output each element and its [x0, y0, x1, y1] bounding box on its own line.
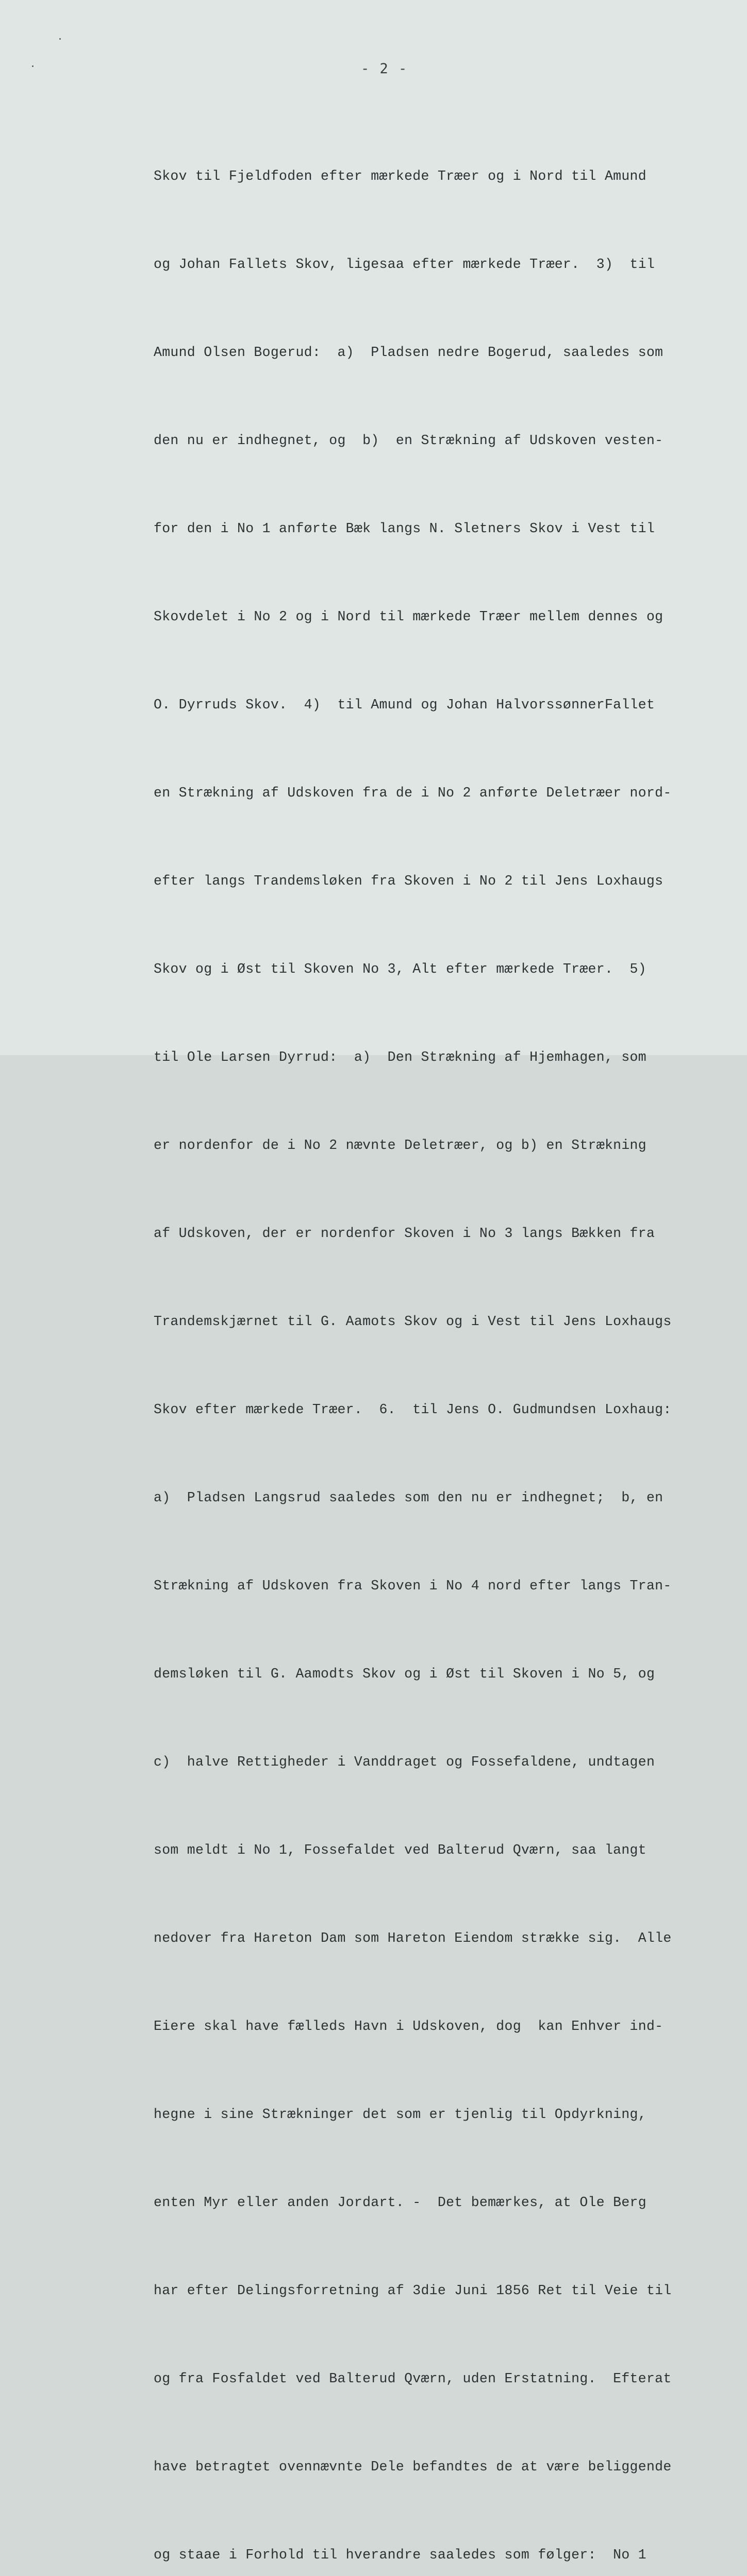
body-text — [154, 103, 736, 2576]
scan-speck — [59, 38, 61, 40]
text-line: demsløken til G. Aamodts Skov og i Øst til Skoven i No 5, og — [154, 1666, 655, 1682]
text-line: og Johan Fallets Skov, ligesaa efter mærkede Træer. 3) til — [154, 257, 655, 272]
text-line: Skov til Fjeldfoden efter mærkede Træer og i Nord til Amund — [154, 168, 646, 184]
text-line: har efter Delingsforretning af 3die Juni 1856 Ret til Veie til — [154, 2283, 672, 2298]
text-line: Eiere skal have fælleds Havn i Udskoven, dog kan Enhver ind- — [154, 2019, 663, 2034]
text-line: Trandemskjærnet til G. Aamots Skov og i Vest til Jens Loxhaugs — [154, 1314, 672, 1329]
text-line: den nu er indhegnet, og b) en Strækning af Udskoven vesten- — [154, 433, 663, 448]
text-line: Skovdelet i No 2 og i Nord til mærkede Træer mellem dennes og — [154, 609, 663, 624]
text-line: Amund Olsen Bogerud: a) Pladsen nedre Bogerud, saaledes som — [154, 345, 663, 360]
text-line: enten Myr eller anden Jordart. - Det bemærkes, at Ole Berg — [154, 2195, 646, 2210]
scan-speck — [32, 65, 34, 67]
text-line: som meldt i No 1, Fossefaldet ved Balterud Qværn, saa langt — [154, 1842, 646, 1858]
text-line: nedover fra Hareton Dam som Hareton Eiendom strække sig. Alle — [154, 1930, 672, 1946]
page-number: - 2 - — [361, 61, 408, 77]
text-line: have betragtet ovennævnte Dele befandtes de at være beliggende — [154, 2459, 672, 2475]
text-line: af Udskoven, der er nordenfor Skoven i No 3 langs Bækken fra — [154, 1226, 655, 1241]
text-line: hegne i sine Strækninger det som er tjenlig til Opdyrkning, — [154, 2107, 646, 2122]
text-line: a) Pladsen Langsrud saaledes som den nu er indhegnet; b, en — [154, 1490, 663, 1505]
text-line: og staae i Forhold til hverandre saaledes som følger: No 1 — [154, 2547, 646, 2563]
text-line: for den i No 1 anførte Bæk langs N. Sletners Skov i Vest til — [154, 521, 655, 536]
text-line: Skov og i Øst til Skoven No 3, Alt efter mærkede Træer. 5) — [154, 961, 646, 977]
text-line: til Ole Larsen Dyrrud: a) Den Strækning af Hjemhagen, som — [154, 1049, 646, 1065]
text-line: en Strækning af Udskoven fra de i No 2 anførte Deletræer nord- — [154, 785, 672, 801]
text-line: c) halve Rettigheder i Vanddraget og Fossefaldene, undtagen — [154, 1754, 655, 1770]
text-line: og fra Fosfaldet ved Balterud Qværn, uden Erstatning. Efterat — [154, 2371, 672, 2386]
text-line: er nordenfor de i No 2 nævnte Deletræer, og b) en Strækning — [154, 1138, 646, 1153]
text-line: efter langs Trandemsløken fra Skoven i No 2 til Jens Loxhaugs — [154, 873, 663, 889]
text-line: Strækning af Udskoven fra Skoven i No 4 nord efter langs Tran- — [154, 1578, 672, 1594]
text-line: Skov efter mærkede Træer. 6. til Jens O. Gudmundsen Loxhaug: — [154, 1402, 672, 1417]
text-line: O. Dyrruds Skov. 4) til Amund og Johan HalvorssønnerFallet — [154, 697, 655, 713]
